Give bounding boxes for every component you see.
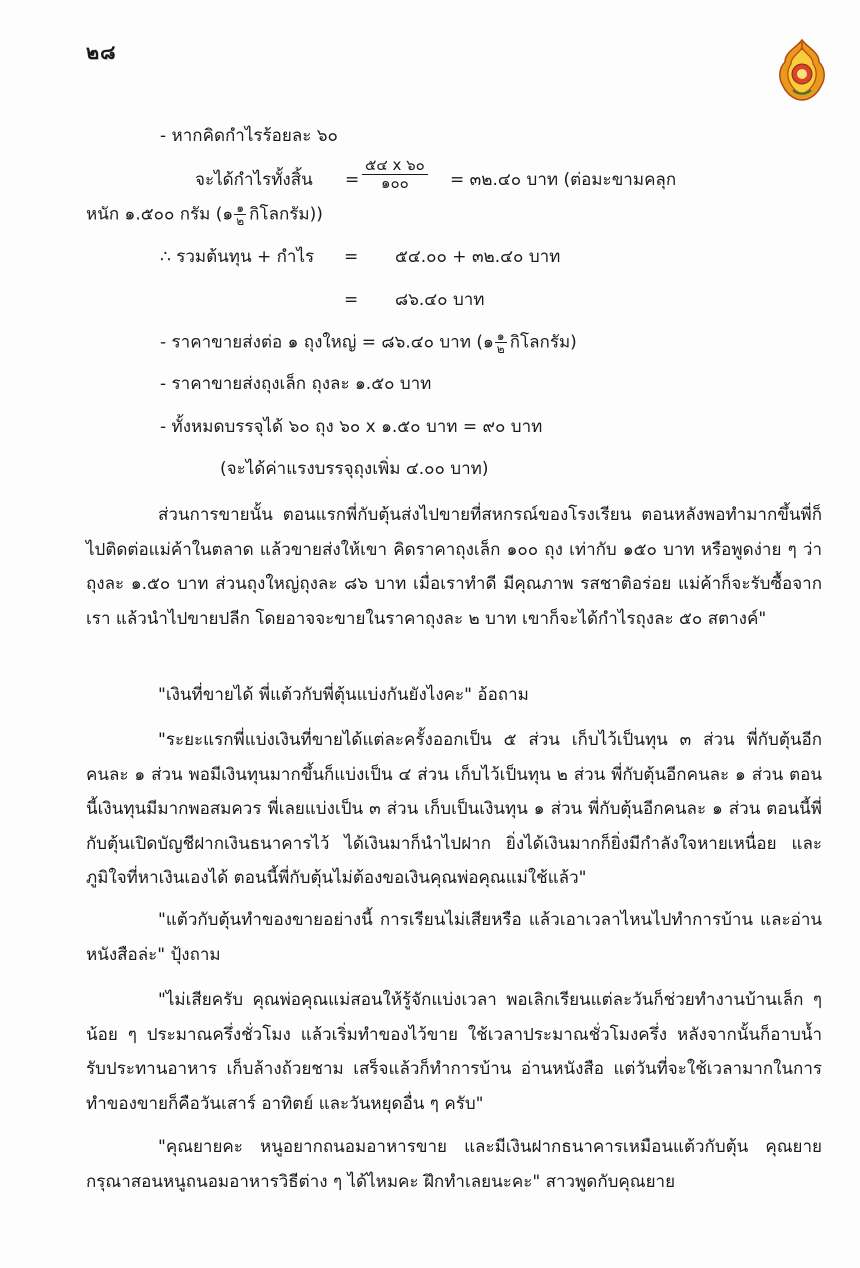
sum-result: ๘๖.๔๐ บาท <box>395 290 485 310</box>
mixed-whole: ๑ <box>222 204 234 225</box>
total-pack-line: - ทั้งหมดบรรจุได้ ๖๐ ถุง ๖๐ x ๑.๕๐ บาท = ๙๐ บาท <box>160 417 543 437</box>
equals-sign: = <box>344 290 359 310</box>
fraction-denominator: ๑๐๐ <box>380 174 409 192</box>
paragraph-money-split: "ระยะแรกพี่แบ่งเงินที่ขายได้แต่ละครั้งออกเป็น ๕ ส่วน เก็บไว้เป็นทุน ๓ ส่วน พี่กับตุ้นอีกคนละ ๑ ส่วน พอมีเงินทุนมากขึ้นก็แบ่งเป็น ๔ ส่วน เก็บไว้เป็นทุน ๒ ส่วน พี่กับตุ้นอีกคนละ ๑ ส่วน ตอนนี้เงินทุนมีมากพอสมควร พี่เลยแบ่งเป็น ๓ ส่วน เก็บเป็นเงินทุน ๑ ส่วน พี่กับตุ้นอีกคนละ ๑ ส่วน ตอนนี้พี่กับตุ้นเปิดบัญชีฝากเงินธนาคารไว้ ได้เงินมาก็นำไปฝาก ยิ่งได้เงินมากก็ยิ่งมีกำลังใจหายเหนื่อย และภูมิใจที่หาเงินเองได้ ตอนนี้พี่กับตุ้นไม่ต้องขอเงินคุณพ่อคุณแม่ใช้แล้ว" <box>86 730 822 888</box>
mixed-whole: ๑ <box>482 332 494 353</box>
weight-line <box>86 202 323 227</box>
weight-mixed-number <box>222 202 249 227</box>
paragraph-question-split: "เงินที่ขายได้ พี่แต้วกับพี่ตุ้นแบ่งกันยังไงคะ" อ้อถาม <box>158 685 529 705</box>
profit-percent-line: - หากคิดกำไรร้อยละ ๖๐ <box>160 126 338 146</box>
weight-suffix: กิโลกรัม)) <box>249 204 323 225</box>
therefore-label: ∴ รวมต้นทุน + กำไร <box>160 247 315 267</box>
profit-result: = ๓๒.๔๐ บาท (ต่อมะขามคลุก <box>450 170 677 190</box>
school-emblem-icon <box>775 38 829 102</box>
weight-prefix: หนัก ๑.๕๐๐ กรัม ( <box>86 204 223 225</box>
page-number: ๒๘ <box>86 40 117 64</box>
sum-expression: ๕๔.๐๐ + ๓๒.๔๐ บาท <box>395 247 561 267</box>
fraction-numerator: ๕๔ x ๖๐ <box>362 157 428 175</box>
mini-denominator: ๒ <box>496 342 505 356</box>
profit-fraction <box>358 157 432 192</box>
small-bag-line: - ราคาขายส่งถุงเล็ก ถุงละ ๑.๕๐ บาท <box>160 374 432 394</box>
big-bag-line <box>160 330 577 355</box>
equals-sign: = <box>345 170 360 190</box>
equals-sign: = <box>344 247 359 267</box>
paragraph-selling: ส่วนการขายนั้น ตอนแรกพี่กับตุ้นส่งไปขายที่สหกรณ์ของโรงเรียน ตอนหลังพอทำมากขึ้นพี่ก็ไปติดต่อแม่ค้าในตลาด แล้วขายส่งให้เขา คิดราคาถุงเล็ก ๑๐๐ ถุง เท่ากับ ๑๕๐ บาท หรือพูดง่าย ๆ ว่าถุงละ ๑.๕๐ บาท ส่วนถุงใหญ่ถุงละ ๘๖ บาท เมื่อเราทำดี มีคุณภาพ รสชาติอร่อย แม่ค้าก็จะรับซื้อจากเรา แล้วนำไปขายปลีก โดยอาจจะขายในราคาถุงละ ๒ บาท เขาก็จะได้กำไรถุงละ ๕๐ สตางค์" <box>86 505 822 629</box>
paragraph-request-grandma: "คุณยายคะ หนูอยากถนอมอาหารขาย และมีเงินฝากธนาคารเหมือนแต้วกับตุ้น คุณยายกรุณาสอนหนูถนอมอาหารวิธีต่าง ๆ ได้ไหมคะ ฝึกทำเลยนะคะ" สาวพูดกับคุณยาย <box>86 1137 822 1192</box>
paragraph-question-study: "แต้วกับตุ้นทำของขายอย่างนี้ การเรียนไม่เสียหรือ แล้วเอาเวลาไหนไปทำการบ้าน และอ่านหนังสือล่ะ" ปุ้งถาม <box>86 910 822 965</box>
big-bag-suffix: กิโลกรัม) <box>509 332 577 353</box>
mini-denominator: ๒ <box>236 214 245 228</box>
mini-numerator: ๑ <box>495 330 507 343</box>
big-bag-prefix: - ราคาขายส่งต่อ ๑ ถุงใหญ่ = ๘๖.๔๐ บาท ( <box>160 332 483 353</box>
paragraph-time-management: "ไม่เสียครับ คุณพ่อคุณแม่สอนให้รู้จักแบ่งเวลา พอเลิกเรียนแต่ละวันก็ช่วยทำงานบ้านเล็ก ๆ น้อย ๆ ประมาณครึ่งชั่วโมง แล้วเริ่มทำของไว้ขาย ใช้เวลาประมาณชั่วโมงครึ่ง หลังจากนั้นก็อาบน้ำ รับประทานอาหาร เก็บล้างถ้วยชาม เสร็จแล้วก็ทำการบ้าน อ่านหนังสือ แต่วันที่จะใช้เวลามากในการทำของขายก็คือวันเสาร์ อาทิตย์ และวันหยุดอื่น ๆ ครับ" <box>86 990 822 1114</box>
big-bag-mixed-number <box>483 330 510 355</box>
mini-numerator: ๑ <box>234 202 246 215</box>
pack-fee-line: (จะได้ค่าแรงบรรจุถุงเพิ่ม ๔.๐๐ บาท) <box>220 459 489 479</box>
mini-fraction <box>495 330 507 355</box>
total-profit-label: จะได้กำไรทั้งสิ้น <box>195 170 313 190</box>
mini-fraction <box>234 202 246 227</box>
